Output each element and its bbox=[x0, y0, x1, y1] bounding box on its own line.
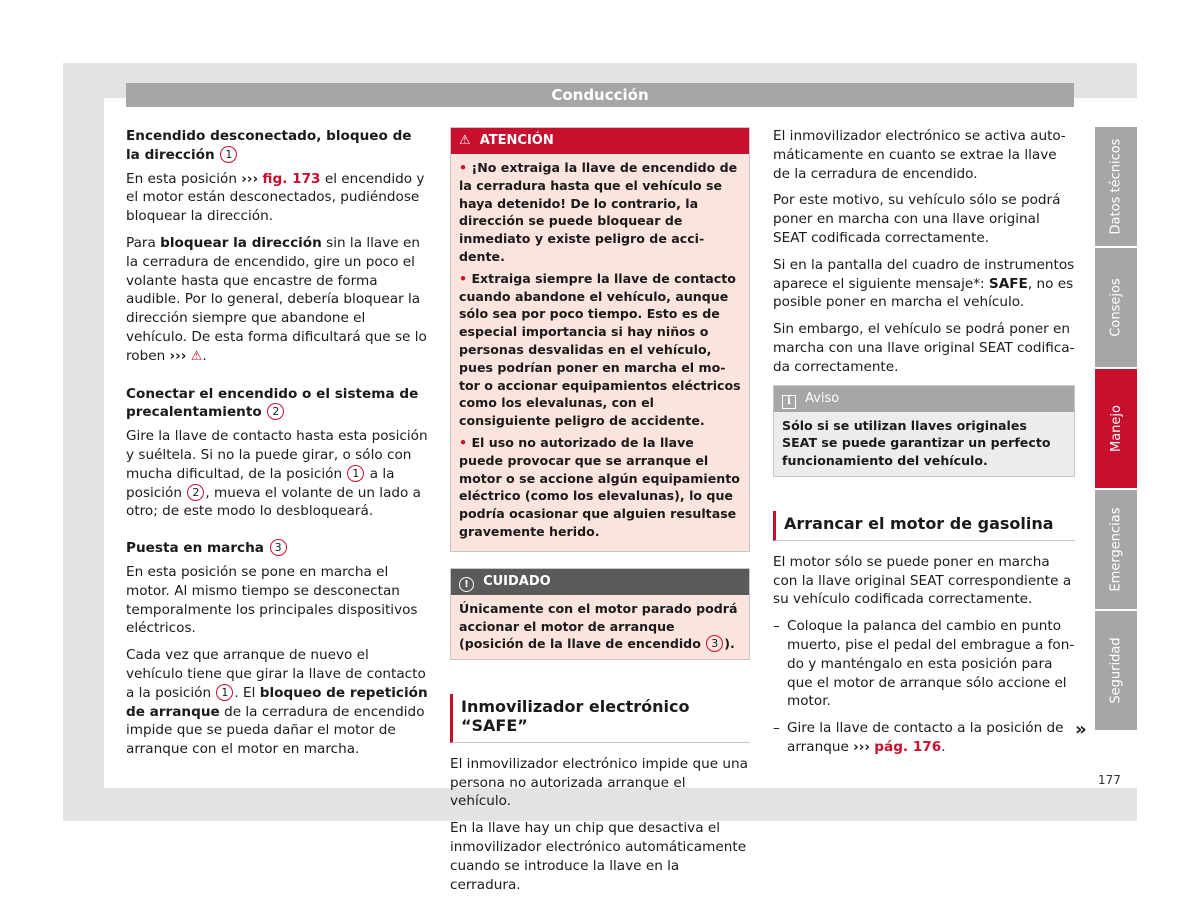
dash-icon: – bbox=[773, 618, 780, 635]
warning-item: • Extraiga siempre la llave de contacto cuando abandone el vehículo, aunque sólo sea por poco tiempo. Esto es de especial importancia si hay niños o personas desvalidas en el vehículo, pues podrían poner en marcha el motor o accionar equipamientos eléctricos como los elevalunas, con el consiguiente peligro de accidente. bbox=[459, 270, 741, 429]
note-box-body: Sólo si se utilizan llaves originales SEAT se puede garantizar un perfecto funcionamiento del vehículo. bbox=[782, 417, 1051, 469]
paragraph: Por este motivo, su vehículo sólo se podrá poner en marcha con una llave original SEAT codificada correctamente. bbox=[773, 192, 1061, 246]
warning-box bbox=[450, 127, 750, 552]
paragraph: Cada vez que arranque de nuevo el vehículo tiene que girar la llave de contacto a la posición 1 . El bloqueo de repetición de arranque de la cerradura de encendido impide que se pueda dañar el motor de arranque con el motor en marcha. bbox=[126, 647, 428, 758]
chapter-header: Conducción bbox=[126, 83, 1074, 107]
caution-box-body: Únicamente con el motor parado podrá accionar el motor de arranque (posición de la llave de encendido 3 ). bbox=[459, 600, 738, 652]
page-number: 177 bbox=[1098, 773, 1121, 787]
paragraph: El inmovilizador electrónico se activa automáticamente en cuanto se extrae la llave de la cerradura de encendido. bbox=[773, 128, 1066, 182]
paragraph: Si en la pantalla del cuadro de instrumentos aparece el siguiente mensaje*: SAFE, no es posible poner en marcha el vehículo. bbox=[773, 256, 1075, 311]
position-number-badge: 2 bbox=[267, 403, 284, 420]
continue-chevron-icon: » bbox=[1075, 719, 1087, 740]
arrow-icon: ››› bbox=[853, 738, 870, 755]
paragraph: El motor sólo se puede poner en marcha con la llave original SEAT correspondiente a su vehículo codificada correctamente. bbox=[773, 553, 1072, 608]
tab-seguridad[interactable]: Seguridad bbox=[1095, 611, 1137, 730]
position-number-badge: 1 bbox=[347, 465, 364, 482]
arrow-icon: ››› bbox=[241, 170, 259, 187]
position-number-badge: 2 bbox=[187, 484, 204, 501]
info-icon: i bbox=[782, 395, 796, 409]
paragraph: En la llave hay un chip que desactiva el inmovilizador electrónico automáticamente cuando se introduce la llave en la cerradura. bbox=[450, 820, 747, 893]
section-heading: Puesta en marcha 3 bbox=[126, 539, 428, 558]
caution-box bbox=[450, 568, 750, 660]
caution-box-header: ! CUIDADO bbox=[451, 569, 749, 595]
position-number-badge: 1 bbox=[220, 146, 237, 163]
warning-item: • ¡No extraiga la llave de encendido de la cerradura hasta que el vehículo se haya detenido! De lo contrario, la dirección se puede bloquear de inmediato y existe peligro de accidente. bbox=[459, 160, 738, 264]
warning-item: • El uso no autorizado de la llave puede provocar que se arranque el motor o se accione algún equipamiento eléctrico (como los elevalunas), lo que podría ocasionar que alguien resultase gravemente herido. bbox=[459, 434, 740, 539]
warning-triangle-icon: ⚠ bbox=[190, 348, 203, 364]
note-box bbox=[773, 385, 1075, 477]
dash-icon: – bbox=[773, 720, 780, 737]
warning-box-body bbox=[451, 154, 749, 551]
paragraph: Para bloquear la dirección sin la llave en la cerradura de encendido, gire un poco el volante hasta que encastre de forma audible. Por lo general, debería bloquear la dirección siempre que abandone el vehículo. De esta forma dificultará que se lo roben ››› ⚠. bbox=[126, 234, 427, 364]
paragraph: Sin embargo, el vehículo se podrá poner en marcha con una llave original SEAT codificada correctamente. bbox=[773, 321, 1075, 375]
paragraph: Gire la llave de contacto hasta esta posición y suéltela. Si no la puede girar, o sólo con mucha dificultad, de la posición 1 a la posición 2 , mueva el volante de un lado a otro; de este modo lo desbloqueará. bbox=[126, 428, 428, 520]
paragraph: El inmovilizador electrónico impide que una persona no autorizada arranque el vehículo. bbox=[450, 755, 748, 810]
section-heading: Conectar el encendido o el sistema de precalentamiento 2 bbox=[126, 385, 419, 421]
column-1 bbox=[126, 127, 428, 767]
bullet-icon: • bbox=[459, 434, 468, 450]
arrow-icon: ››› bbox=[169, 347, 187, 364]
note-box-header: i Aviso bbox=[774, 386, 1074, 412]
page-link[interactable]: pág. 176 bbox=[874, 738, 942, 755]
section-heading: Encendido desconectado, bloqueo de la dirección 1 bbox=[126, 128, 412, 163]
chapter-tabs bbox=[1095, 127, 1137, 732]
tab-datos-tecnicos[interactable]: Datos técnicos bbox=[1095, 127, 1137, 246]
paragraph: En esta posición ››› fig. 173 el encendido y el motor están desconectados, pudiéndose bloquear la dirección. bbox=[126, 170, 425, 225]
position-number-badge: 3 bbox=[706, 635, 723, 652]
tab-consejos[interactable]: Consejos bbox=[1095, 248, 1137, 367]
position-number-badge: 1 bbox=[216, 684, 233, 701]
column-3 bbox=[773, 127, 1075, 765]
position-number-badge: 3 bbox=[270, 539, 287, 556]
paragraph: En esta posición se pone en marcha el motor. Al mismo tiempo se desconectan temporalmente los principales dispositivos eléctricos. bbox=[126, 563, 418, 637]
step-item: – Coloque la palanca del cambio en punto muerto, pise el pedal del embrague a fondo y manténgalo en esta posición para que el motor de arranque sólo accione el motor. bbox=[773, 618, 1075, 710]
bullet-icon: • bbox=[459, 270, 468, 286]
step-item: – Gire la llave de contacto a la posición de arranque ››› pág. 176. bbox=[773, 720, 1064, 755]
warning-box-header: ⚠ ATENCIÓN bbox=[451, 128, 749, 154]
tab-manejo[interactable]: Manejo bbox=[1095, 369, 1137, 488]
section-title: Inmovilizador electrónico “SAFE” bbox=[450, 694, 750, 743]
bullet-icon: • bbox=[459, 160, 468, 175]
section-title: Arrancar el motor de gasolina bbox=[773, 511, 1075, 541]
figure-link[interactable]: fig. 173 bbox=[262, 170, 321, 187]
caution-circle-icon: ! bbox=[459, 577, 474, 592]
tab-emergencias[interactable]: Emergencias bbox=[1095, 490, 1137, 609]
column-2 bbox=[450, 127, 750, 902]
warning-triangle-icon: ⚠ bbox=[459, 133, 471, 148]
